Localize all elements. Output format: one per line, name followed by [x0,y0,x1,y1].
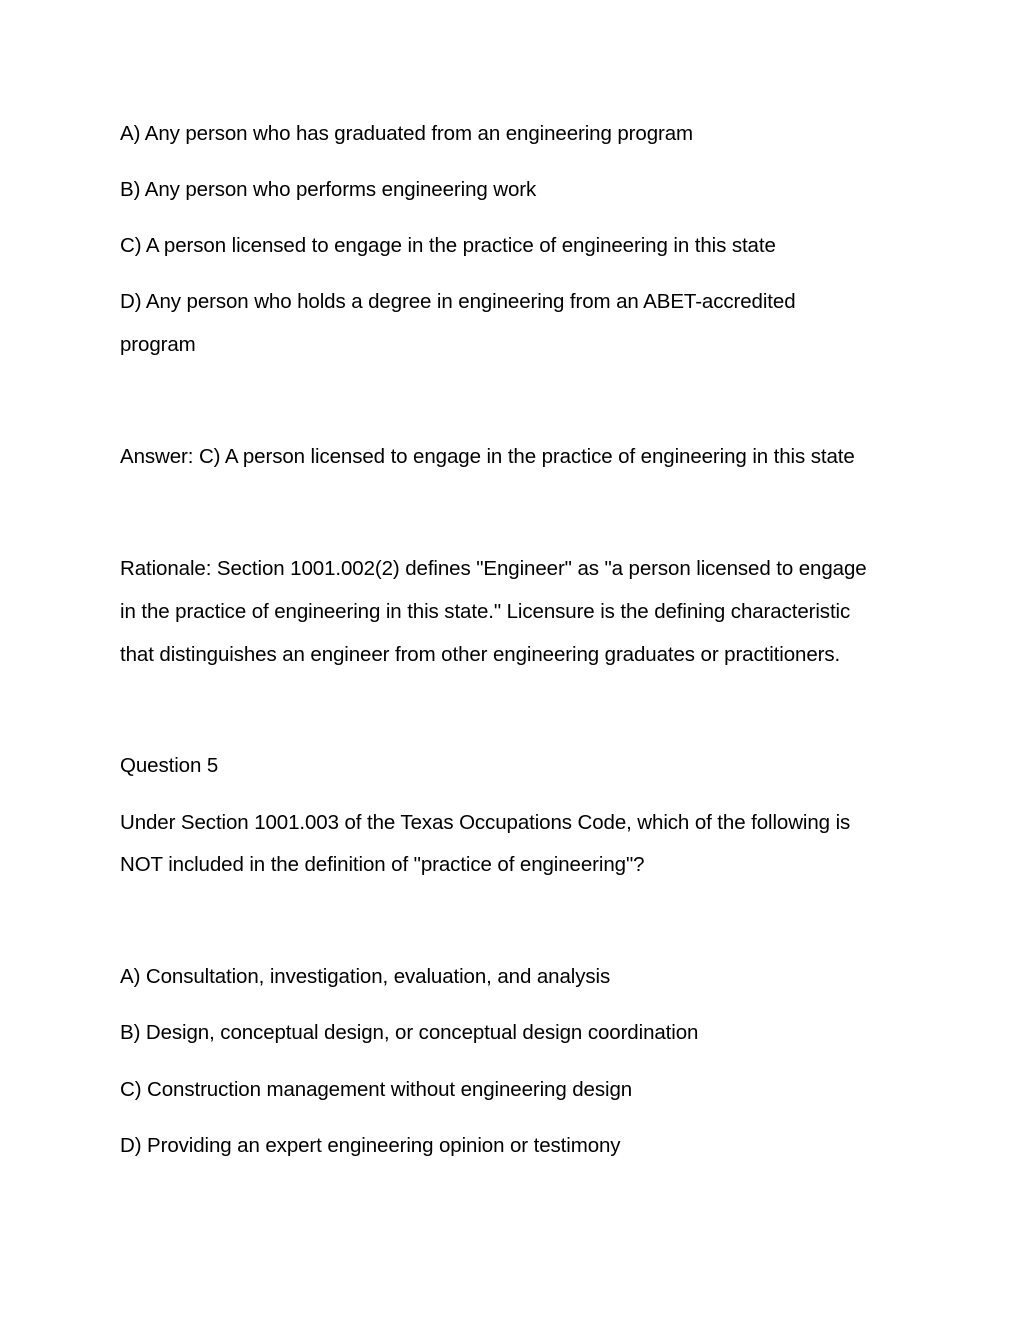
q5-prompt-line2: NOT included in the definition of "practice of engineering"? [120,853,645,876]
q4-option-b: B) Any person who performs engineering work [120,178,537,201]
q4-rationale-line3: that distinguishes an engineer from other engineering graduates or practitioners. [120,643,841,666]
q4-option-a: A) Any person who has graduated from an engineering program [120,122,694,145]
q5-option-c: C) Construction management without engineering design [120,1078,633,1101]
q5-option-b: B) Design, conceptual design, or conceptual design coordination [120,1021,699,1044]
q5-prompt-line1: Under Section 1001.003 of the Texas Occupations Code, which of the following is [120,811,851,834]
q4-option-d-line2: program [120,333,196,356]
q4-answer: Answer: C) A person licensed to engage in the practice of engineering in this state [120,445,855,468]
q5-heading: Question 5 [120,754,219,777]
q5-option-d: D) Providing an expert engineering opinion or testimony [120,1134,621,1157]
q4-rationale-line2: in the practice of engineering in this state." Licensure is the defining characteristic [120,600,851,623]
q4-option-d-line1: D) Any person who holds a degree in engineering from an ABET-accredited [120,290,796,313]
q4-rationale-line1: Rationale: Section 1001.002(2) defines "Engineer" as "a person licensed to engage [120,557,867,580]
q5-option-a: A) Consultation, investigation, evaluation, and analysis [120,965,611,988]
q4-option-c: C) A person licensed to engage in the practice of engineering in this state [120,234,776,257]
